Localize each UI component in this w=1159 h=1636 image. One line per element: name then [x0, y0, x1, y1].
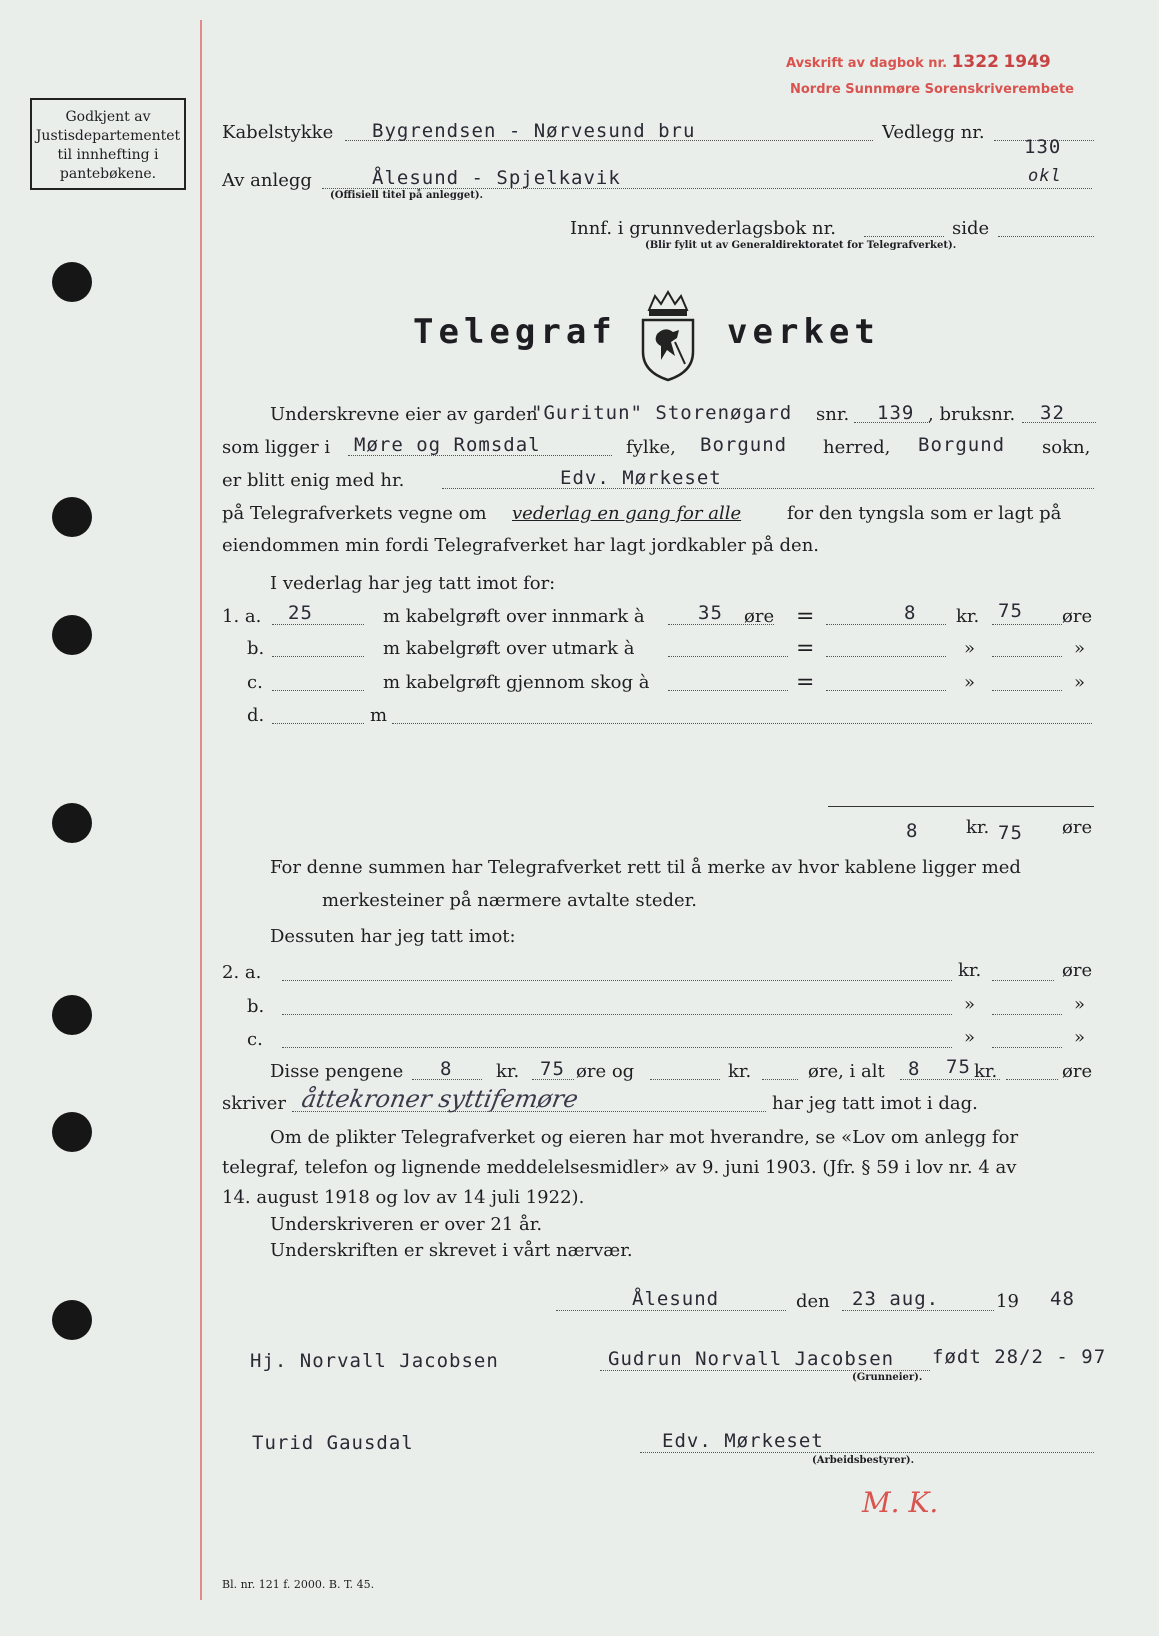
item-total-kr: 8: [906, 820, 919, 842]
margin-line: [200, 20, 202, 1600]
item-1a-label: 1. a.: [222, 606, 262, 627]
item-1a-ore-label: øre: [744, 606, 775, 627]
witness-1-name: Hj. Norvall Jacobsen: [250, 1350, 499, 1372]
item-1a-ore-end: øre: [1062, 606, 1093, 627]
approval-box: Godkjent av Justisdepartementet til innhefting i pantebøkene.: [30, 98, 186, 190]
legal-line-2: telegraf, telefon og lignende meddelelsesmidler» av 9. juni 1903. (Jfr. § 59 i lov nr. 4 av: [222, 1157, 1017, 1178]
skriver-end: har jeg tatt imot i dag.: [772, 1093, 978, 1114]
item-1b-text: m kabelgrøft over utmark à: [383, 638, 635, 659]
legal-line-1: Om de plikter Telegrafverket og eieren har mot hverandre, se «Lov om anlegg for: [270, 1127, 1019, 1148]
item-1d-text: m: [370, 705, 388, 726]
sum-total-ore: 75: [946, 1056, 971, 1078]
item-1c-label: c.: [247, 672, 263, 693]
red-initials: M. K.: [862, 1486, 939, 1519]
signing-year-suffix: 48: [1050, 1288, 1075, 1310]
burden-text: for den tyngsla som er lagt på: [787, 503, 1062, 524]
fylke-value: Møre og Romsdal: [354, 434, 541, 456]
title-right: verket: [727, 312, 880, 352]
sum-total-kr: 8: [908, 1058, 921, 1080]
garden-name: "Guritun" Storenøgard: [531, 402, 793, 424]
kabelstykke-value: Bygrendsen - Nørvesund bru: [372, 120, 696, 142]
item-1a-rate: 35: [698, 602, 723, 624]
owner-name: Gudrun Norvall Jacobsen: [608, 1348, 895, 1370]
sum-kr: 8: [440, 1058, 453, 1080]
manager-name: Edv. Mørkeset: [662, 1430, 824, 1452]
sum-total-kr-label: kr.: [974, 1061, 998, 1082]
item-2a-ore-label: øre: [1062, 960, 1093, 981]
marker-rights-text: For denne summen har Telegrafverket rett til å merke av hvor kablene ligger med: [270, 857, 1021, 878]
item-1a-qty: 25: [288, 602, 313, 624]
legal-line-4: Underskriveren er over 21 år.: [270, 1214, 543, 1235]
owner-role: (Grunneier).: [852, 1372, 923, 1383]
punch-hole: [52, 615, 92, 655]
item-2c-label: c.: [247, 1029, 263, 1050]
item-1c-ditto: »: [964, 672, 976, 693]
item-1a-ore: 75: [998, 600, 1023, 622]
item-1a-kr: 8: [904, 602, 917, 624]
herred-label: herred,: [823, 437, 891, 458]
innf-note: (Blir fylit ut av Generaldirektoratet for Telegrafverket).: [645, 240, 957, 251]
herred-value: Borgund: [700, 434, 788, 456]
vedlegg-note: okl: [1028, 166, 1062, 186]
item-2b-label: b.: [247, 996, 265, 1017]
item-2c-ditto-end: »: [1074, 1027, 1086, 1048]
legal-line-5: Underskriften er skrevet i vårt nærvær.: [270, 1240, 633, 1261]
fylke-label: fylke,: [626, 437, 676, 458]
signing-date: 23 aug.: [852, 1288, 940, 1310]
sum-total-ore-label: øre: [1062, 1061, 1093, 1082]
sum-ore: 75: [540, 1058, 565, 1080]
gardsnr-value: 139: [877, 402, 915, 424]
item-1a-equals: =: [796, 604, 815, 629]
vederlag-terms: vederlag en gang for alle: [512, 503, 742, 524]
behalf-text: på Telegrafverkets vegne om: [222, 503, 487, 524]
received-intro: I vederlag har jeg tatt imot for:: [270, 573, 556, 594]
location-intro: som ligger i: [222, 437, 331, 458]
coat-of-arms-icon: [637, 290, 699, 382]
marker-rights-text-2: merkesteiner på nærmere avtalte steder.: [322, 890, 698, 911]
signing-den: den: [796, 1291, 830, 1312]
skriver-value: åttekroner syttifemøre: [299, 1085, 581, 1113]
owner-intro: Underskrevne eier av garden: [270, 404, 538, 425]
bruksnr-value: 32: [1040, 402, 1065, 424]
punch-hole: [52, 803, 92, 843]
signing-year-prefix: 19: [996, 1291, 1019, 1312]
item-1c-ditto-end: »: [1074, 672, 1086, 693]
innf-label: Innf. i grunnvederlagsbok nr.: [570, 218, 836, 239]
vedlegg-label: Vedlegg nr.: [882, 122, 985, 143]
sum-intro: Disse pengene: [270, 1061, 404, 1082]
gardsnr-label: snr.: [816, 404, 850, 425]
item-2b-ditto-end: »: [1074, 994, 1086, 1015]
anlegg-note: (Offisiell titel på anlegget).: [330, 190, 484, 201]
sum-i-alt-label: øre, i alt: [808, 1061, 885, 1082]
sokn-label: sokn,: [1042, 437, 1091, 458]
signing-place: Ålesund: [632, 1288, 720, 1310]
item-2a-label: 2. a.: [222, 962, 262, 983]
agent-name: Edv. Mørkeset: [560, 467, 722, 489]
sokn-value: Borgund: [918, 434, 1006, 456]
item-2a-kr-label: kr.: [958, 960, 982, 981]
witness-2-name: Turid Gausdal: [252, 1432, 414, 1454]
property-text: eiendommen min fordi Telegrafverket har lagt jordkabler på den.: [222, 535, 820, 556]
stamp-line1: Avskrift av dagbok nr. 1322 1949: [786, 52, 1051, 72]
sum-kr2-label: kr.: [728, 1061, 752, 1082]
stamp-line2: Nordre Sunnmøre Sorenskriverembete: [790, 82, 1074, 97]
owner-born: født 28/2 - 97: [932, 1346, 1107, 1368]
item-total-kr-label: kr.: [966, 817, 990, 838]
vedlegg-value: 130: [1024, 136, 1062, 158]
item-1b-ditto-end: »: [1074, 638, 1086, 659]
item-2b-ditto: »: [964, 994, 976, 1015]
bruksnr-label: , bruksnr.: [928, 404, 1016, 425]
skriver-label: skriver: [222, 1093, 286, 1114]
anlegg-label: Av anlegg: [222, 170, 312, 191]
side-label: side: [952, 218, 990, 239]
item-1b-label: b.: [247, 638, 265, 659]
punch-hole: [52, 262, 92, 302]
punch-hole: [52, 1112, 92, 1152]
punch-hole: [52, 995, 92, 1035]
sum-ore-og: øre og: [576, 1061, 635, 1082]
punch-hole: [52, 1300, 92, 1340]
item-total-ore-label: øre: [1062, 817, 1093, 838]
manager-role: (Arbeidsbestyrer).: [812, 1455, 915, 1466]
kabelstykke-label: Kabelstykke: [222, 122, 334, 143]
item-1b-ditto: »: [964, 638, 976, 659]
item-2c-ditto: »: [964, 1027, 976, 1048]
item-1a-text: m kabelgrøft over innmark à: [383, 606, 645, 627]
anlegg-value: Ålesund - Spjelkavik: [372, 167, 621, 189]
title-left: Telegraf: [413, 312, 617, 352]
item-1c-text: m kabelgrøft gjennom skog à: [383, 672, 650, 693]
sum-kr-label: kr.: [496, 1061, 520, 1082]
legal-line-3: 14. august 1918 og lov av 14 juli 1922).: [222, 1187, 585, 1208]
also-received-intro: Dessuten har jeg tatt imot:: [270, 926, 516, 947]
agreement-intro: er blitt enig med hr.: [222, 470, 405, 491]
form-number: Bl. nr. 121 f. 2000. B. T. 45.: [222, 1578, 375, 1591]
item-1d-label: d.: [247, 705, 265, 726]
item-1b-equals: =: [796, 636, 815, 661]
item-total-ore: 75: [998, 822, 1023, 844]
item-1a-kr-label: kr.: [956, 606, 980, 627]
item-1c-equals: =: [796, 670, 815, 695]
punch-hole: [52, 497, 92, 537]
